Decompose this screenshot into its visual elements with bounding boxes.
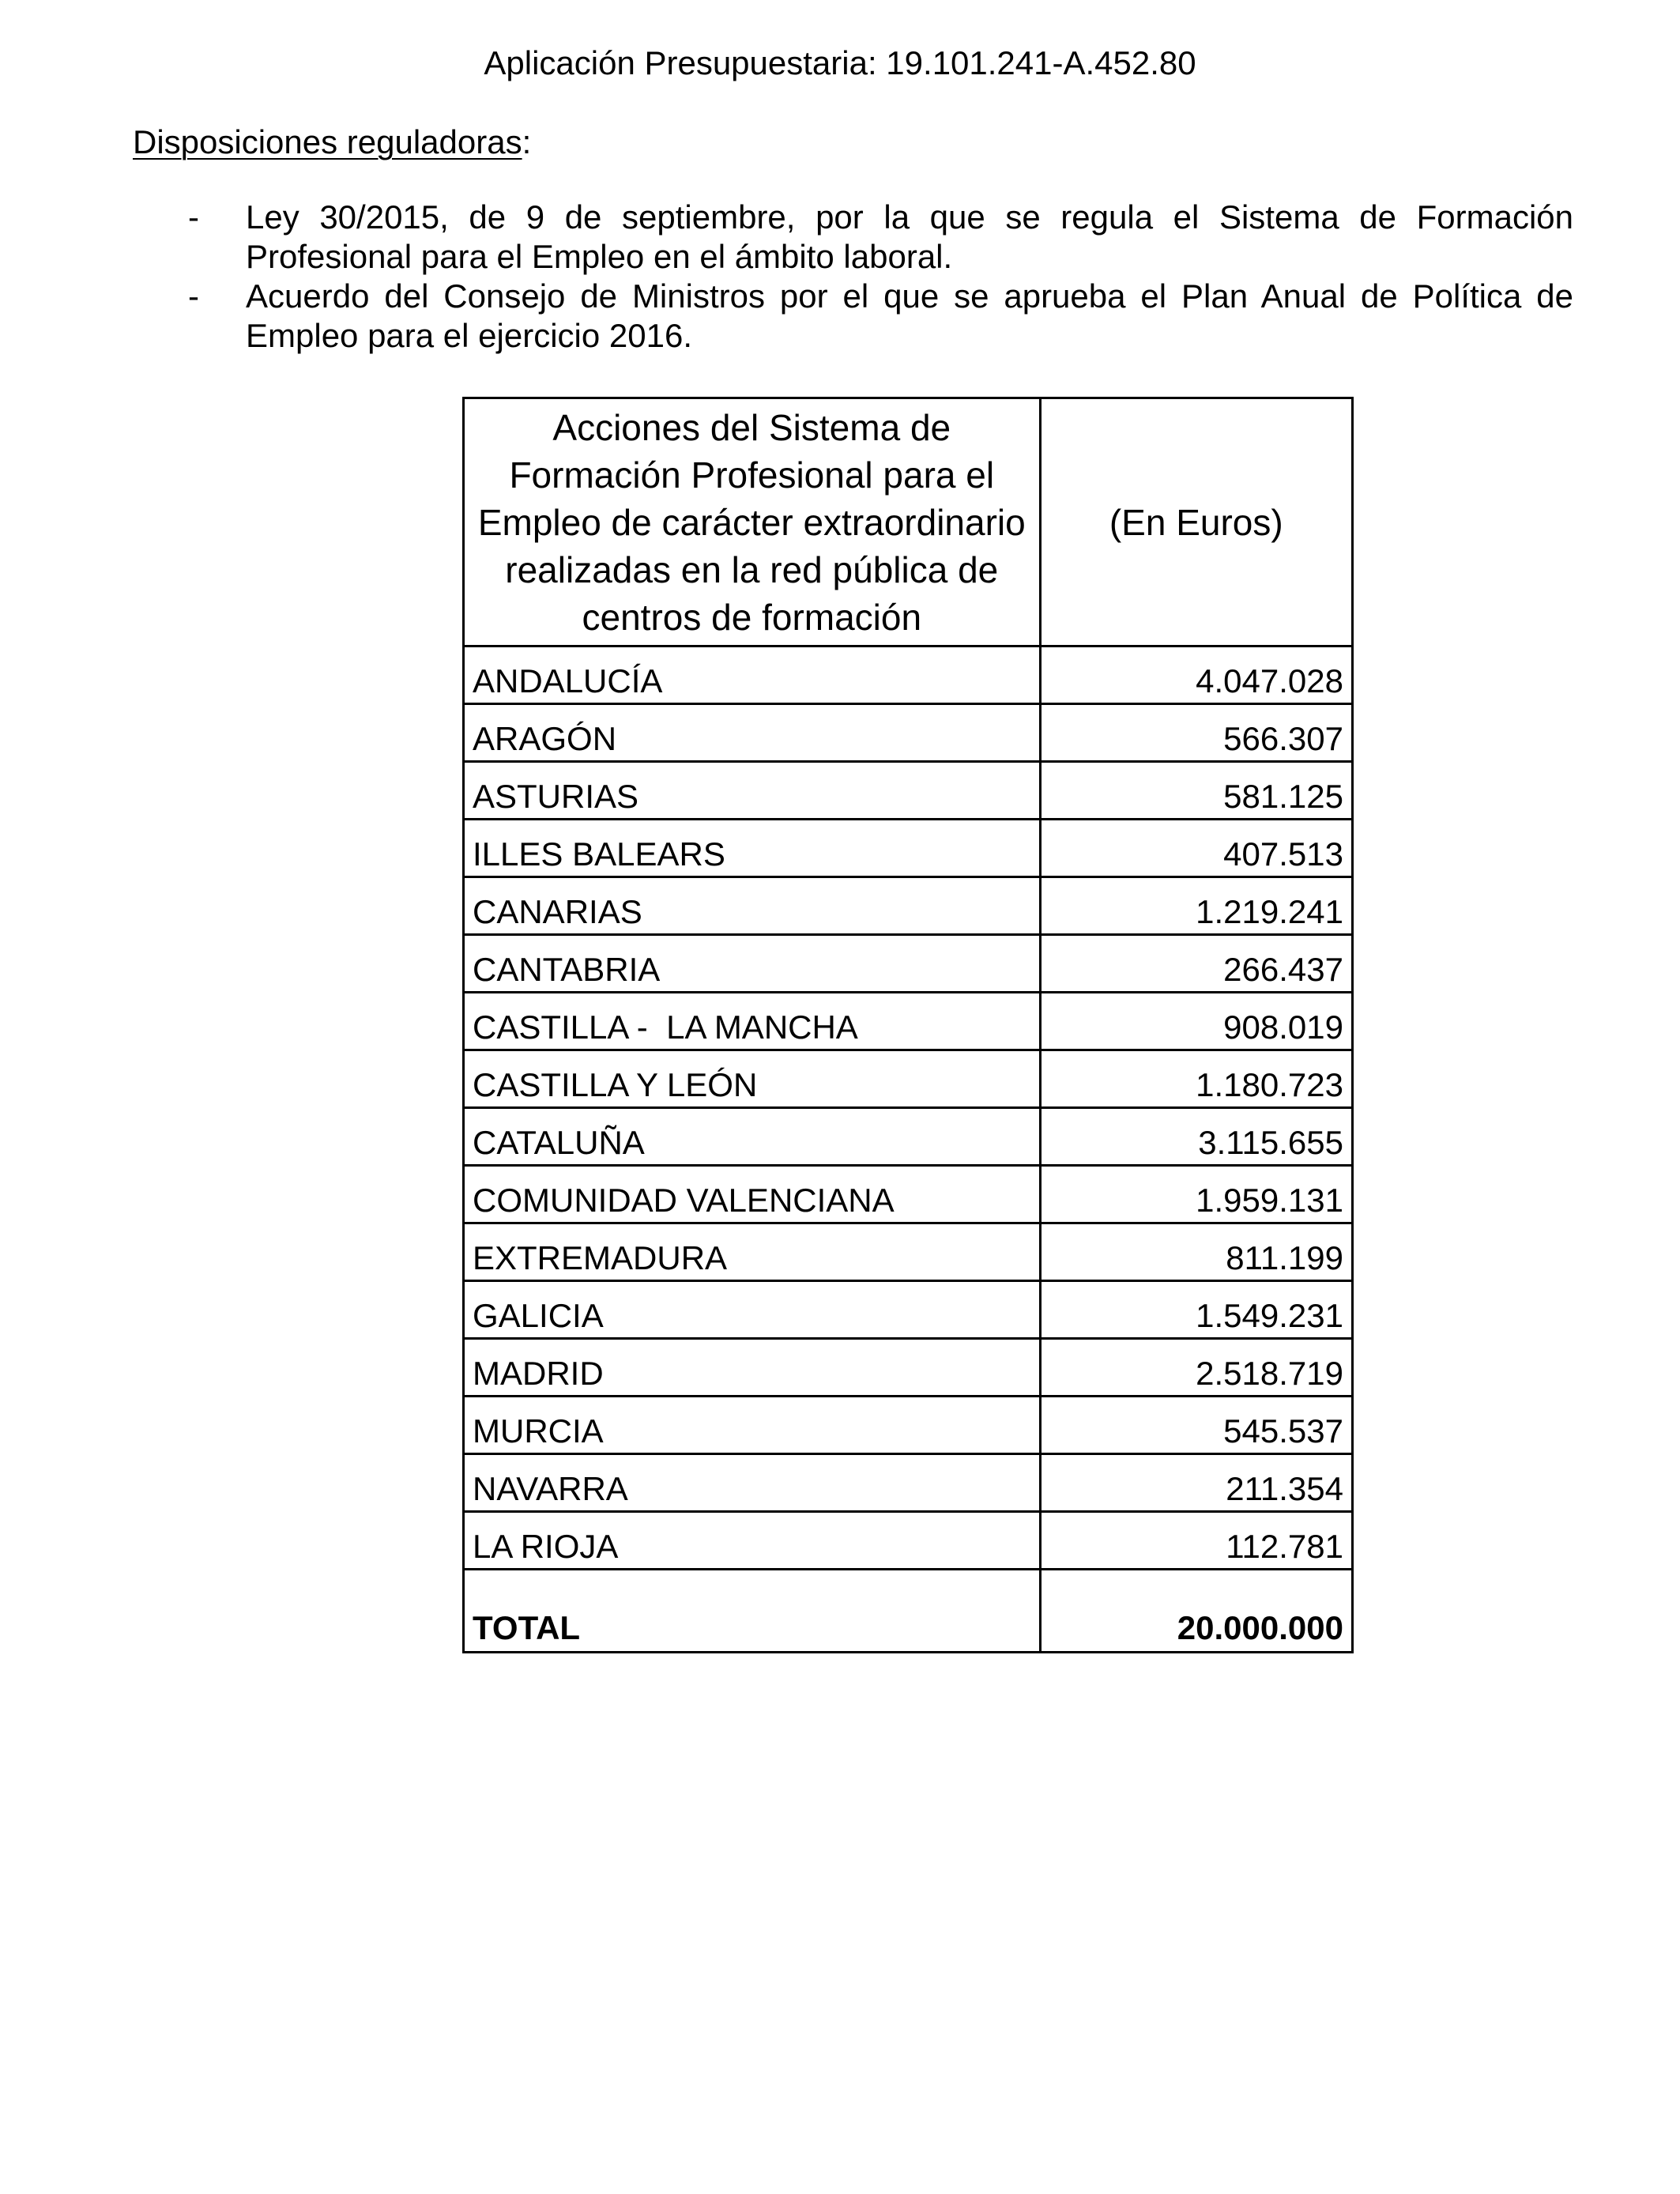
table-header-row	[464, 398, 1353, 647]
region-cell: COMUNIDAD VALENCIANA	[464, 1166, 1041, 1223]
table-row	[464, 1223, 1353, 1281]
header-line: realizadas en la red pública de	[505, 548, 999, 590]
table-header-description	[464, 398, 1041, 647]
region-cell: ANDALUCÍA	[464, 647, 1041, 704]
region-cell: CANARIAS	[464, 877, 1041, 935]
table-header-currency: (En Euros)	[1040, 398, 1352, 647]
table-row	[464, 935, 1353, 993]
table-row	[464, 877, 1353, 935]
table-row	[464, 647, 1353, 704]
amount-cell: 407.513	[1040, 820, 1352, 877]
region-cell: CANTABRIA	[464, 935, 1041, 993]
table-row	[464, 1050, 1353, 1108]
header-line: Empleo de carácter extraordinario	[477, 501, 1026, 543]
region-cell: ASTURIAS	[464, 762, 1041, 820]
region-cell: CATALUÑA	[464, 1108, 1041, 1166]
table-row	[464, 762, 1353, 820]
section-heading	[133, 119, 531, 166]
region-cell: CASTILLA - LA MANCHA	[464, 993, 1041, 1050]
header-line: Formación Profesional para el	[509, 454, 995, 496]
amount-cell: 266.437	[1040, 935, 1352, 993]
region-cell: LA RIOJA	[464, 1512, 1041, 1570]
table-row	[464, 1166, 1353, 1223]
budget-table	[462, 397, 1354, 1653]
table-row	[464, 1339, 1353, 1397]
total-amount: 20.000.000	[1040, 1570, 1352, 1653]
table-row	[464, 1454, 1353, 1512]
amount-cell: 1.549.231	[1040, 1281, 1352, 1339]
amount-cell: 908.019	[1040, 993, 1352, 1050]
region-cell: ILLES BALEARS	[464, 820, 1041, 877]
header-line: centros de formación	[582, 596, 922, 638]
section-heading-text: Disposiciones reguladoras	[133, 123, 522, 160]
amount-cell: 211.354	[1040, 1454, 1352, 1512]
table-row	[464, 820, 1353, 877]
region-cell: MADRID	[464, 1339, 1041, 1397]
amount-cell: 1.219.241	[1040, 877, 1352, 935]
amount-cell: 811.199	[1040, 1223, 1352, 1281]
region-cell: EXTREMADURA	[464, 1223, 1041, 1281]
amount-cell: 4.047.028	[1040, 647, 1352, 704]
amount-cell: 545.537	[1040, 1397, 1352, 1454]
table-row	[464, 1397, 1353, 1454]
total-label: TOTAL	[464, 1570, 1041, 1653]
provision-bullet: -	[188, 198, 199, 236]
amount-cell: 566.307	[1040, 704, 1352, 762]
table-row	[464, 1108, 1353, 1166]
region-cell: MURCIA	[464, 1397, 1041, 1454]
amount-cell: 1.959.131	[1040, 1166, 1352, 1223]
region-cell: ARAGÓN	[464, 704, 1041, 762]
amount-cell: 112.781	[1040, 1512, 1352, 1570]
amount-cell: 581.125	[1040, 762, 1352, 820]
page-title: Aplicación Presupuestaria: 19.101.241-A.452.80	[484, 44, 1196, 81]
table-row	[464, 704, 1353, 762]
amount-cell: 3.115.655	[1040, 1108, 1352, 1166]
table-row	[464, 993, 1353, 1050]
section-heading-colon: :	[522, 123, 532, 160]
table-row	[464, 1281, 1353, 1339]
region-cell: GALICIA	[464, 1281, 1041, 1339]
amount-cell: 1.180.723	[1040, 1050, 1352, 1108]
table-total-row	[464, 1570, 1353, 1653]
region-cell: CASTILLA Y LEÓN	[464, 1050, 1041, 1108]
provision-bullet: -	[188, 277, 199, 315]
provision-text: Acuerdo del Consejo de Ministros por el que se aprueba el Plan Anual de Política de Empleo para el ejercicio 2016.	[246, 277, 1573, 354]
region-cell: NAVARRA	[464, 1454, 1041, 1512]
header-line: Acciones del Sistema de	[552, 406, 951, 448]
provision-text: Ley 30/2015, de 9 de septiembre, por la que se regula el Sistema de Formación Profesional para el Empleo en el ámbito laboral.	[246, 198, 1573, 275]
table-row	[464, 1512, 1353, 1570]
amount-cell: 2.518.719	[1040, 1339, 1352, 1397]
